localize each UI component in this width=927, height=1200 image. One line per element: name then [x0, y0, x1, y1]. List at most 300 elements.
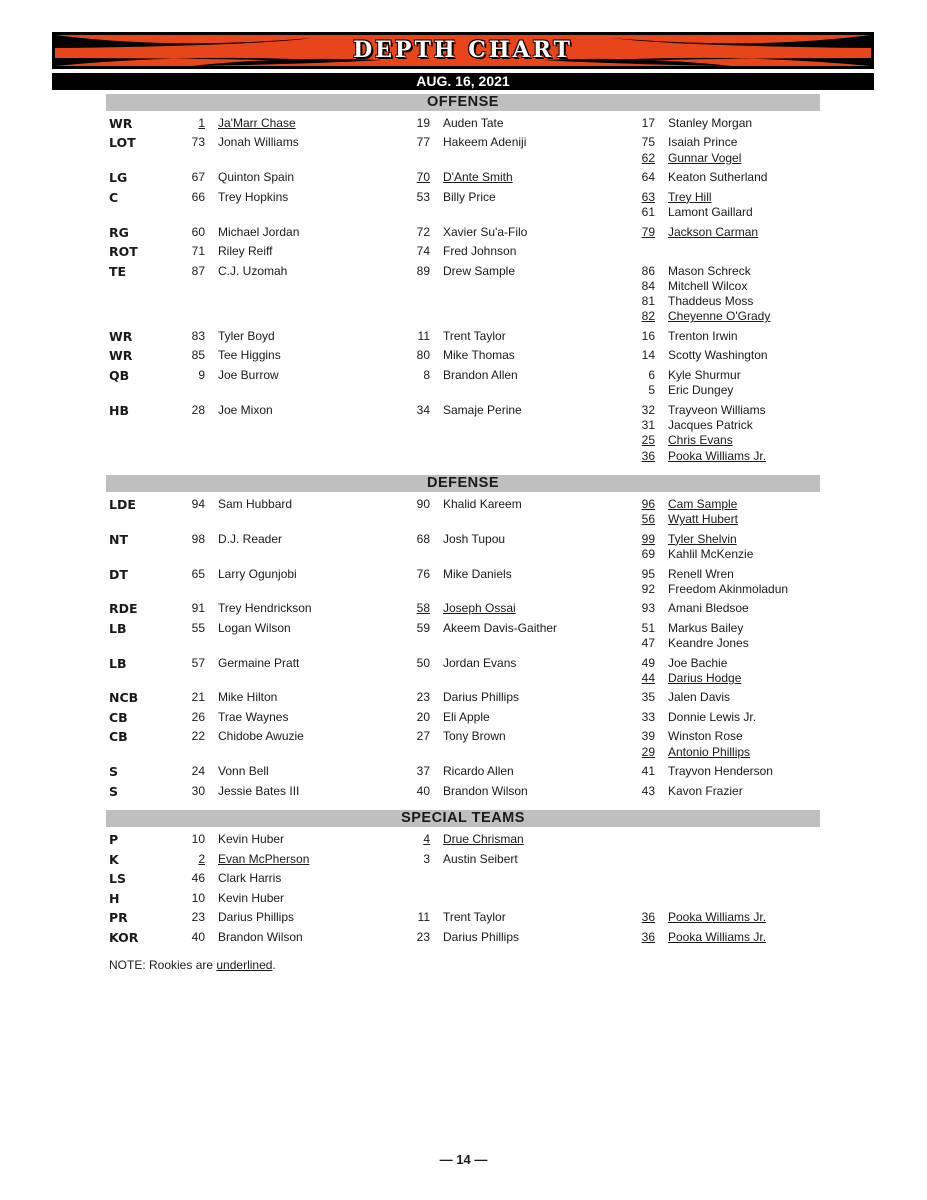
player-name: Trey Hopkins — [218, 189, 289, 204]
position-label: NT — [109, 531, 128, 547]
player-name: Fred Johnson — [443, 244, 517, 259]
jersey-number: 33 — [641, 709, 655, 724]
player-entry — [395, 225, 527, 240]
player-entry — [395, 852, 518, 867]
player-entry — [170, 403, 273, 418]
player-entry — [170, 532, 282, 547]
depth-column-2 — [395, 348, 515, 363]
jersey-number: 4 — [423, 832, 430, 847]
depth-column-3 — [620, 116, 752, 131]
jersey-number: 59 — [416, 620, 430, 635]
depth-column-2 — [395, 784, 528, 799]
depth-column-3 — [620, 601, 749, 616]
player-name: Drew Sample — [443, 263, 516, 278]
position-label: P — [109, 832, 119, 848]
player-name: Sam Hubbard — [218, 497, 293, 511]
player-name: Trent Taylor — [443, 910, 506, 925]
jersey-number: 40 — [191, 929, 205, 944]
section-header-offense: OFFENSE — [106, 94, 820, 111]
player-entry — [170, 601, 312, 616]
player-entry — [620, 116, 752, 131]
player-entry — [170, 497, 292, 512]
player-name: D.J. Reader — [218, 531, 283, 546]
jersey-number: 70 — [416, 170, 430, 185]
player-entry — [170, 244, 272, 259]
jersey-number: 25 — [641, 433, 655, 448]
jersey-number: 44 — [641, 670, 655, 685]
depth-column-2 — [395, 403, 522, 418]
jersey-number: 82 — [641, 309, 655, 324]
depth-column-3 — [620, 621, 749, 652]
player-name: Pooka Williams Jr. — [668, 448, 767, 463]
depth-row — [0, 871, 927, 886]
jersey-number: 64 — [641, 170, 655, 185]
depth-column-1 — [170, 930, 303, 945]
player-name: Joe Mixon — [218, 402, 273, 417]
jersey-number: 43 — [641, 783, 655, 798]
player-entry — [395, 690, 519, 705]
depth-column-3 — [620, 497, 738, 528]
position-label: HB — [109, 402, 129, 418]
player-name: Darius Phillips — [443, 929, 520, 944]
player-name: Cheyenne O'Grady — [668, 309, 771, 324]
depth-column-3 — [620, 348, 768, 363]
player-name: Pooka Williams Jr. — [668, 910, 767, 925]
depth-column-1 — [170, 784, 299, 799]
date-bar: AUG. 16, 2021 — [52, 73, 874, 90]
player-entry — [620, 348, 768, 363]
depth-row — [0, 764, 927, 779]
player-name: Kyle Shurmur — [668, 367, 741, 382]
player-entry — [620, 656, 741, 671]
position-label: PR — [109, 910, 128, 926]
player-entry — [170, 656, 299, 671]
player-entry — [620, 205, 753, 220]
jersey-number: 11 — [417, 910, 430, 925]
jersey-number: 37 — [416, 764, 430, 779]
jersey-number: 9 — [198, 367, 205, 382]
jersey-number: 89 — [416, 263, 430, 278]
depth-row — [0, 368, 927, 399]
player-name: Eric Dungey — [668, 383, 734, 398]
player-name: Tyler Shelvin — [668, 531, 737, 546]
player-entry — [170, 710, 288, 725]
position-label: S — [109, 764, 119, 780]
depth-column-3 — [620, 764, 773, 779]
player-entry — [395, 784, 528, 799]
depth-column-3 — [620, 264, 770, 325]
player-name: Wyatt Hubert — [668, 512, 738, 527]
depth-column-1 — [170, 170, 294, 185]
jersey-number: 8 — [423, 367, 430, 382]
player-entry — [395, 135, 526, 150]
depth-row — [0, 656, 927, 687]
position-label: LB — [109, 620, 127, 636]
depth-column-1 — [170, 567, 297, 582]
depth-column-2 — [395, 852, 518, 867]
player-name: Keandre Jones — [668, 636, 749, 651]
depth-column-1 — [170, 690, 277, 705]
depth-column-1 — [170, 710, 288, 725]
player-entry — [170, 190, 288, 205]
jersey-number: 23 — [416, 929, 430, 944]
section-spacer — [0, 949, 927, 956]
jersey-number: 39 — [641, 729, 655, 744]
position-label: LDE — [109, 497, 136, 512]
player-entry — [620, 601, 749, 616]
jersey-number: 23 — [416, 690, 430, 705]
jersey-number: 76 — [416, 566, 430, 581]
depth-row — [0, 264, 927, 325]
player-name: Chidobe Awuzie — [218, 729, 304, 744]
depth-chart-content — [0, 94, 927, 972]
player-entry — [620, 135, 741, 150]
jersey-number: 41 — [641, 764, 655, 779]
player-name: Kevin Huber — [218, 832, 285, 847]
depth-column-3 — [620, 656, 741, 687]
player-entry — [170, 930, 303, 945]
jersey-number: 50 — [416, 655, 430, 670]
jersey-number: 31 — [641, 417, 655, 432]
depth-column-1 — [170, 403, 273, 418]
player-name: Clark Harris — [218, 871, 282, 886]
jersey-number: 91 — [191, 601, 205, 616]
section-header-defense: DEFENSE — [106, 475, 820, 492]
depth-column-2 — [395, 621, 557, 636]
player-name: Joe Burrow — [218, 367, 279, 382]
depth-row — [0, 348, 927, 363]
jersey-number: 93 — [641, 601, 655, 616]
player-name: Kavon Frazier — [668, 783, 743, 798]
position-label: NCB — [109, 690, 139, 706]
rookie-player-entry — [170, 116, 296, 131]
position-label: CB — [109, 709, 128, 725]
player-entry — [620, 383, 741, 398]
depth-column-2 — [395, 710, 490, 725]
player-name: Trey Hendrickson — [218, 601, 312, 616]
player-entry — [395, 348, 515, 363]
depth-column-3 — [620, 403, 766, 464]
jersey-number: 2 — [198, 851, 205, 866]
depth-column-2 — [395, 170, 513, 185]
player-name: Kahlil McKenzie — [668, 547, 754, 562]
depth-column-1 — [170, 190, 288, 205]
jersey-number: 29 — [641, 744, 655, 759]
player-entry — [170, 567, 297, 582]
player-entry — [170, 264, 287, 279]
player-entry — [620, 368, 741, 383]
jersey-number: 83 — [191, 328, 205, 343]
player-entry — [620, 729, 750, 744]
player-entry — [620, 582, 788, 597]
player-entry — [395, 710, 490, 725]
depth-column-1 — [170, 244, 272, 259]
jersey-number: 95 — [641, 566, 655, 581]
jersey-number: 99 — [641, 531, 655, 546]
player-name: Mason Schreck — [668, 263, 751, 278]
depth-column-1 — [170, 832, 284, 847]
depth-column-2 — [395, 244, 516, 259]
depth-column-2 — [395, 930, 519, 945]
player-name: Vonn Bell — [218, 764, 269, 779]
player-entry — [620, 710, 756, 725]
depth-column-3 — [620, 532, 753, 563]
player-name: Tyler Boyd — [218, 328, 275, 343]
player-entry — [170, 348, 281, 363]
player-entry — [620, 264, 770, 279]
player-name: Keaton Sutherland — [668, 170, 768, 185]
position-label: TE — [109, 263, 127, 279]
jersey-number: 49 — [641, 655, 655, 670]
jersey-number: 21 — [191, 690, 205, 705]
rookie-note: NOTE: Rookies are underlined. — [109, 958, 276, 973]
player-name: Brandon Allen — [443, 367, 518, 382]
player-entry — [395, 329, 506, 344]
jersey-number: 56 — [641, 512, 655, 527]
player-entry — [170, 871, 281, 886]
player-name: Jordan Evans — [443, 655, 517, 670]
player-entry — [170, 225, 299, 240]
jersey-number: 67 — [191, 170, 205, 185]
position-label: K — [109, 851, 119, 867]
depth-row — [0, 329, 927, 344]
banner-title: DEPTH CHART — [353, 37, 573, 63]
depth-row — [0, 403, 927, 464]
player-entry — [395, 403, 522, 418]
position-label: C — [109, 189, 119, 205]
rookie-player-entry — [620, 190, 753, 205]
player-name: Kevin Huber — [218, 890, 285, 905]
depth-column-2 — [395, 329, 506, 344]
jersey-number: 30 — [191, 783, 205, 798]
depth-row — [0, 930, 927, 945]
jersey-number: 36 — [641, 448, 655, 463]
depth-column-1 — [170, 532, 282, 547]
player-name: Quinton Spain — [218, 170, 295, 185]
player-name: Billy Price — [443, 189, 496, 204]
jersey-number: 81 — [641, 294, 655, 309]
player-entry — [620, 418, 766, 433]
player-name: Amani Bledsoe — [668, 601, 749, 616]
jersey-number: 68 — [416, 531, 430, 546]
jersey-number: 61 — [641, 205, 655, 220]
depth-column-2 — [395, 116, 504, 131]
jersey-number: 22 — [191, 729, 205, 744]
player-name: Tony Brown — [443, 729, 506, 744]
jersey-number: 47 — [641, 636, 655, 651]
depth-column-3 — [620, 135, 741, 166]
player-name: Trae Waynes — [218, 709, 289, 724]
rookie-player-entry — [395, 832, 524, 847]
depth-row — [0, 832, 927, 847]
jersey-number: 27 — [416, 729, 430, 744]
rookie-player-entry — [620, 309, 770, 324]
jersey-number: 16 — [641, 328, 655, 343]
player-name: Brandon Wilson — [443, 783, 528, 798]
player-name: Winston Rose — [668, 729, 743, 744]
depth-column-3 — [620, 225, 758, 240]
player-entry — [170, 329, 275, 344]
depth-column-1 — [170, 116, 296, 131]
jersey-number: 32 — [641, 402, 655, 417]
depth-column-2 — [395, 567, 512, 582]
jersey-number: 3 — [423, 851, 430, 866]
jersey-number: 79 — [641, 224, 655, 239]
rookie-player-entry — [620, 497, 738, 512]
depth-row — [0, 244, 927, 259]
depth-row — [0, 784, 927, 799]
jersey-number: 1 — [198, 116, 205, 130]
player-entry — [170, 891, 284, 906]
depth-column-1 — [170, 135, 299, 150]
player-entry — [620, 547, 753, 562]
jersey-number: 34 — [416, 402, 430, 417]
jersey-number: 60 — [191, 224, 205, 239]
jersey-number: 6 — [648, 367, 655, 382]
position-label: DT — [109, 566, 128, 582]
section-header-special-teams: SPECIAL TEAMS — [106, 810, 820, 827]
depth-chart-banner — [52, 32, 874, 69]
depth-column-2 — [395, 729, 506, 744]
player-name: Austin Seibert — [443, 851, 518, 866]
jersey-number: 92 — [641, 581, 655, 596]
jersey-number: 85 — [191, 348, 205, 363]
depth-column-1 — [170, 329, 275, 344]
player-entry — [620, 784, 743, 799]
position-label: H — [109, 890, 120, 906]
player-name: Freedom Akinmoladun — [668, 581, 789, 596]
player-name: Jacques Patrick — [668, 417, 753, 432]
player-name: Eli Apple — [443, 709, 490, 724]
section-spacer — [0, 468, 927, 475]
player-name: Mike Thomas — [443, 348, 515, 363]
depth-row — [0, 601, 927, 616]
player-entry — [395, 910, 506, 925]
player-name: Gunnar Vogel — [668, 150, 742, 165]
jersey-number: 98 — [191, 531, 205, 546]
section-spacer — [0, 803, 927, 810]
rookie-player-entry — [395, 170, 513, 185]
depth-column-1 — [170, 621, 291, 636]
depth-column-3 — [620, 329, 738, 344]
depth-row — [0, 497, 927, 528]
player-name: Chris Evans — [668, 433, 733, 448]
player-entry — [620, 403, 766, 418]
jersey-number: 35 — [641, 690, 655, 705]
depth-column-2 — [395, 225, 527, 240]
player-entry — [170, 690, 277, 705]
jersey-number: 46 — [191, 871, 205, 886]
jersey-number: 73 — [191, 135, 205, 150]
depth-column-3 — [620, 930, 766, 945]
jersey-number: 17 — [641, 116, 655, 130]
position-label: WR — [109, 116, 133, 131]
position-label: WR — [109, 328, 133, 344]
jersey-number: 24 — [191, 764, 205, 779]
player-name: Mike Daniels — [443, 566, 512, 581]
depth-column-2 — [395, 368, 518, 383]
player-name: Evan McPherson — [218, 851, 310, 866]
player-name: Isaiah Prince — [668, 135, 738, 150]
jersey-number: 11 — [417, 328, 430, 343]
jersey-number: 94 — [191, 497, 205, 511]
depth-column-2 — [395, 264, 515, 279]
jersey-number: 23 — [191, 910, 205, 925]
jersey-number: 75 — [641, 135, 655, 150]
depth-column-2 — [395, 832, 524, 847]
player-entry — [395, 368, 518, 383]
depth-column-1 — [170, 764, 269, 779]
depth-column-2 — [395, 910, 506, 925]
jersey-number: 80 — [416, 348, 430, 363]
jersey-number: 40 — [416, 783, 430, 798]
player-name: Larry Ogunjobi — [218, 566, 297, 581]
page-number: — 14 — — [439, 1152, 488, 1167]
position-label: RG — [109, 224, 129, 240]
player-name: Jalen Davis — [668, 690, 731, 705]
player-name: Lamont Gaillard — [668, 205, 753, 220]
player-name: C.J. Uzomah — [218, 263, 288, 278]
depth-column-2 — [395, 135, 526, 150]
player-name: Renell Wren — [668, 566, 734, 581]
depth-column-3 — [620, 690, 730, 705]
depth-column-3 — [620, 190, 753, 221]
depth-column-2 — [395, 190, 496, 205]
depth-column-1 — [170, 656, 299, 671]
jersey-number: 20 — [416, 709, 430, 724]
player-name: Thaddeus Moss — [668, 294, 754, 309]
player-entry — [620, 279, 770, 294]
player-name: Tee Higgins — [218, 348, 281, 363]
jersey-number: 53 — [416, 189, 430, 204]
player-entry — [395, 244, 516, 259]
player-name: Stanley Morgan — [668, 116, 753, 130]
jersey-number: 77 — [416, 135, 430, 150]
jersey-number: 63 — [641, 189, 655, 204]
player-name: Darius Phillips — [218, 910, 295, 925]
jersey-number: 51 — [641, 620, 655, 635]
depth-column-3 — [620, 170, 767, 185]
jersey-number: 10 — [191, 890, 205, 905]
depth-row — [0, 135, 927, 166]
player-name: Trey Hill — [668, 189, 712, 204]
jersey-number: 36 — [641, 910, 655, 925]
depth-row — [0, 225, 927, 240]
depth-column-1 — [170, 264, 287, 279]
player-entry — [620, 567, 788, 582]
player-entry — [620, 636, 749, 651]
jersey-number: 66 — [191, 189, 205, 204]
depth-column-1 — [170, 368, 279, 383]
depth-column-1 — [170, 891, 284, 906]
position-label: CB — [109, 729, 128, 745]
depth-row — [0, 910, 927, 925]
player-name: Antonio Phillips — [668, 744, 751, 759]
player-name: Hakeem Adeniji — [443, 135, 527, 150]
player-entry — [395, 116, 504, 131]
depth-column-2 — [395, 690, 519, 705]
player-name: Riley Reiff — [218, 244, 273, 259]
player-name: Donnie Lewis Jr. — [668, 709, 757, 724]
position-label: KOR — [109, 929, 139, 945]
player-name: Trayveon Williams — [668, 402, 766, 417]
player-entry — [620, 764, 773, 779]
player-name: Joseph Ossai — [443, 601, 516, 616]
jersey-number: 58 — [416, 601, 430, 616]
depth-column-3 — [620, 368, 741, 399]
player-entry — [170, 910, 294, 925]
player-name: Trent Taylor — [443, 328, 506, 343]
